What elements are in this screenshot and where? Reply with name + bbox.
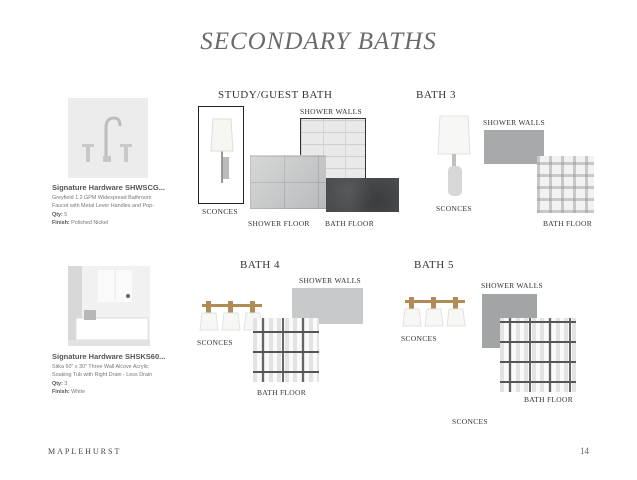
label-bath-floor: BATH FLOOR [524, 395, 574, 404]
label-sconces: SCONCES [401, 334, 437, 343]
tub-image [68, 266, 150, 346]
label-sconces-bottom: SCONCES [452, 417, 488, 426]
label-bath-floor: BATH FLOOR [543, 219, 593, 228]
faucet-image [68, 98, 148, 178]
section-title-study: STUDY/GUEST BATH [218, 89, 333, 101]
sconce-swatch [432, 112, 476, 202]
page-number: 14 [580, 446, 589, 456]
brand-logo-text: MAPLEHURST [48, 447, 122, 456]
product-finish: Finish: White [52, 389, 85, 395]
label-bath-floor: BATH FLOOR [257, 388, 307, 397]
section-title-bath4: BATH 4 [240, 259, 280, 271]
vanity-light-icon [401, 294, 469, 330]
product-qty: Qty: 5 [52, 212, 68, 218]
section-title-bath3: BATH 3 [416, 89, 456, 101]
label-shower-walls: SHOWER WALLS [483, 118, 546, 127]
sconce-swatch [198, 106, 244, 204]
product-name[interactable]: Signature Hardware SHWSCG... [52, 183, 165, 192]
label-shower-walls: SHOWER WALLS [300, 107, 363, 116]
product-description: Sitka 60" x 30" Three Wall Alcove Acrylic Soaking Tub with Right Drain - Less Drain [52, 364, 153, 378]
label-bath-floor: BATH FLOOR [325, 219, 375, 228]
shower-floor-swatch [250, 155, 326, 209]
bath-floor-swatch [537, 156, 594, 213]
product-description: Greyfield 1.2 GPM Widespread Bathroom Faucet with Metal Lever Handles and Pop- [52, 195, 154, 209]
bath-floor-swatch [326, 178, 399, 212]
label-shower-walls: SHOWER WALLS [299, 276, 362, 285]
bathtub-icon [68, 266, 150, 346]
bath-floor-swatch [500, 318, 576, 392]
label-sconces: SCONCES [202, 207, 238, 216]
page-title: SECONDARY BATHS [200, 28, 437, 55]
label-shower-floor: SHOWER FLOOR [248, 219, 310, 228]
product-qty: Qty: 3 [52, 381, 68, 387]
label-sconces: SCONCES [197, 338, 233, 347]
label-sconces: SCONCES [436, 204, 472, 213]
bath-floor-swatch [253, 318, 319, 382]
label-shower-walls: SHOWER WALLS [481, 281, 544, 290]
wall-sconce-icon [432, 112, 476, 202]
wall-sconce-icon [199, 107, 243, 203]
product-finish: Finish: Polished Nickel [52, 220, 109, 226]
shower-walls-swatch [484, 130, 544, 164]
faucet-icon [68, 98, 148, 178]
vanity-light-swatch [401, 294, 469, 330]
product-name[interactable]: Signature Hardware SHSKS60... [52, 352, 166, 361]
section-title-bath5: BATH 5 [414, 259, 454, 271]
